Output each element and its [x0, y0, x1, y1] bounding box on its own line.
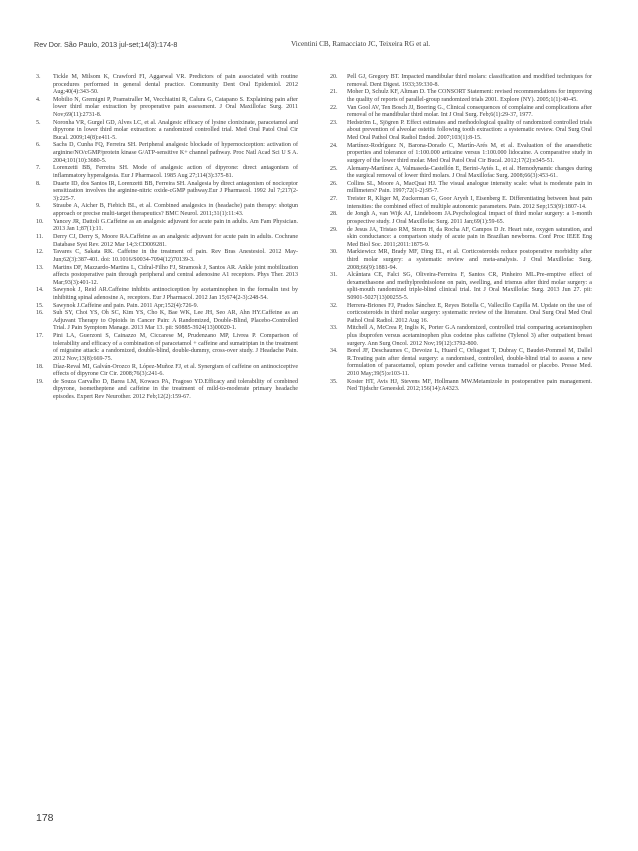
page-number: 178: [36, 812, 54, 824]
reference-number: 4.: [36, 96, 41, 103]
reference-number: 23.: [330, 119, 338, 126]
reference-item: [36, 165, 298, 180]
reference-item: [330, 211, 592, 226]
reference-text: Martins DF, Mazzardo-Martins L, Cidral-Filho FJ, Stramosk J, Santos AR. Ankle joint mobilization affects postoperative pain through peripheral and central adenosine A1 receptors. Phys Ther. 2013 Mar;93(3):401-12.: [53, 264, 298, 286]
reference-number: 9.: [36, 203, 41, 210]
reference-number: 15.: [36, 302, 44, 309]
reference-text: Collins SL, Moore A, MacQuai HJ. The visual analogue intensity scale: what is moderate pain in millimeters? Pain. 1997;72(1-2):95-7.: [347, 180, 592, 195]
reference-text: Tavares C, Sakata RK. Caffeine in the treatment of pain. Rev Bras Anestesiol. 2012 May-Jun;62(3):387-401. doi: 10.1016/S0034-7094(12)70139-3.: [53, 249, 298, 263]
reference-text: Suh SY, Choi YS, Oh SC, Kim YS, Cho K, Bae WK, Lee JH, Seo AR, Ahn HY.Caffeine as an Adjuvant Therapy to Opioids in Cancer Pain: A Randomized, Double-Blind, Placebo-Controlled Trial. J Pain Symptom Manage. 2013 Mar 13. pii: S0885-3924(13)00020-1.: [53, 310, 298, 332]
reference-text: Markiewicz MR, Brady MF, Ding EL, et al. Corticosteroids reduce postoperative morbidity after third molar surgery: a systematic review and meta-analysis. J Oral Maxillofac Surg. 2008;66(9):1881-94.: [347, 249, 592, 271]
reference-number: 28.: [330, 211, 338, 218]
reference-number: 24.: [330, 142, 338, 149]
reference-number: 16.: [36, 310, 44, 317]
reference-text: Lorenzetti BB, Ferreira SH. Mode of analgesic action of dipyrone: direct antagonism of inflammatory hyperalgesia. Eur J Pharmacol. 1985 Aug 27;114(3):375-81.: [53, 165, 298, 179]
reference-item: [36, 310, 298, 333]
reference-number: 22.: [330, 104, 338, 111]
reference-text: Pini LA, Guerzoni S, Cainazzo M, Ciccarese M, Prudenzano MP, Livrea P. Comparison of tolerability and efficacy of a combination of paracetamol + caffeine and sumatriptan in the treatment of migraine attack: a randomized, double-blind, double-dummy, cross-over study. J Headache Pain. 2012 Nov;13(8):669-75.: [53, 333, 298, 362]
reference-item: [36, 249, 298, 264]
reference-text: Sawynok J.Caffeine and pain. Pain. 2011 Apr;152(4):726-9.: [53, 302, 199, 309]
reference-item: [330, 227, 592, 250]
references-left-column: [36, 74, 298, 402]
reference-item: [36, 234, 298, 249]
reference-item: [330, 379, 592, 394]
reference-number: 13.: [36, 264, 44, 271]
reference-text: Noronha VR, Gurgel GD, Alves LC, et al. Analgesic efficacy of lysine clonixinate, paracetamol and dipyrone in lower third molar extraction: a randomized controlled trial. Med Oral Patol Oral Cir Bucal. 2009;14(8):e411-5.: [53, 119, 298, 141]
reference-number: 11.: [36, 233, 44, 240]
reference-item: [36, 333, 298, 363]
reference-number: 17.: [36, 333, 44, 340]
reference-number: 33.: [330, 325, 338, 332]
reference-number: 31.: [330, 272, 338, 279]
reference-item: [36, 379, 298, 402]
reference-item: [330, 348, 592, 378]
reference-text: Van Gool AV, Ten Bosch JJ, Boering G., Clinical consequences of complaine and complications after removal of he mandibular third molar. Int J Oral Surg. Feb;6(1):29-37, 1977.: [347, 104, 592, 119]
reference-number: 10.: [36, 218, 44, 225]
reference-text: Tickle M, Milsom K, Crawford FI, Aggarwal VR. Predictors of pain associated with routine procedures performed in general dental practice. Community Dent Oral Epidemiol. 2012 Aug;40(4):343-50.: [53, 74, 298, 96]
reference-number: 18.: [36, 363, 44, 370]
reference-item: [330, 120, 592, 143]
reference-number: 21.: [330, 89, 338, 96]
reference-item: [330, 181, 592, 196]
reference-item: [330, 325, 592, 348]
reference-number: 32.: [330, 302, 338, 309]
reference-item: [330, 105, 592, 120]
reference-text: Yancey JR, Dattoli G.Caffeine as an analgesic adjuvant for acute pain in adults. Am Fam Physician. 2013 Jan 1;87(1):11.: [53, 218, 298, 233]
reference-item: [36, 142, 298, 165]
reference-number: 20.: [330, 74, 338, 80]
reference-item: [36, 364, 298, 379]
reference-item: [330, 143, 592, 166]
reference-item: [36, 74, 298, 97]
references-right-column: [330, 74, 592, 394]
reference-text: Treister R, Kliger M, Zuckerman G, Goor Aryeh I, Eisenberg E. Differentiating between heat pain intensities: the combined effect of multiple autonomic parameters. Pain. 2012 Sep;153(9):1807-14.: [347, 196, 592, 210]
reference-number: 8.: [36, 180, 41, 187]
reference-text: Martínez-Rodríguez N, Barona-Dorado C, Martín-Arés M, et al. Evaluation of the anaesthetic properties and tolerance of 1:100.000 articaine versus 1:100.000 lidocaine. A comparative study in surgery of the lower third molar. Med Oral Patol Oral Cir Bucal. 2012;17(2):e345-51.: [347, 142, 592, 164]
reference-item: [36, 287, 298, 302]
reference-item: [330, 303, 592, 326]
journal-citation: Rev Dor. São Paulo, 2013 jul-set;14(3):174-8: [34, 40, 178, 49]
reference-number: 26.: [330, 180, 338, 187]
reference-text: Koster HT, Avis HJ, Stevens MF, Hollmann MW.Metamizole in postoperative pain management. Ned Tijdschr Geneeskd. 2012;156(14):A4323.: [347, 378, 592, 393]
reference-number: 19.: [36, 378, 44, 385]
reference-number: 3.: [36, 74, 41, 80]
reference-text: Moher D, Schulz KF, Altman D. The CONSORT Statement: revised recommendations for improving the quality of reports of parallel-group randomized trials 2001. Explore (NY). 2005;1(1):40-45.: [347, 89, 592, 103]
reference-number: 5.: [36, 119, 41, 126]
reference-text: Duarte ID, dos Santos IR, Lorenzetti BB, Ferreira SH. Analgesia by direct antagonism of nociceptor sensitization involves the arginine-nitric oxide-cGMP pathway.Eur J Pharmacol. 1992 Jul 7;217(2-3):225-7.: [53, 180, 298, 202]
reference-number: 29.: [330, 226, 338, 233]
reference-text: Díaz-Reval MI, Galván-Orozco R, López-Muñoz FJ, et al. Synergism of caffeine on antinociceptive effects of dipyrone Cir Cir. 2008;76(3):241-6.: [53, 363, 298, 378]
reference-text: Mitchell A, McCrea P, Inglis K, Porter G.A randomized, controlled trial comparing acetaminophen plus ibuprofen versus acetaminophen plus codeine plus caffeine (Tylenol 3) after outpatient breast surgery. Ann Surg Oncol. 2012 Nov;19(12):3792-800.: [347, 325, 592, 347]
reference-item: [330, 89, 592, 104]
reference-text: Alemany-Martínez A, Valmaseda-Castellón E, Berini-Aytés L, et al. Hemodynamic changes during the surgical removal of lower third molars. J Oral Maxillofac Surg. 2008;66(3):453-61.: [347, 165, 592, 180]
reference-text: Straube A, Aicher B, Fiebich BL, et al. Combined analgesics in (headache) pain therapy: shotgun approach or precise multi-target therapeutics? BMC Neurol. 2011;31(1):11:43.: [53, 203, 298, 217]
reference-number: 12.: [36, 249, 44, 256]
reference-number: 25.: [330, 165, 338, 172]
reference-item: [330, 272, 592, 302]
reference-text: Pell GJ, Gregory BT. Impacted mandibular third molars: classification and modified techniques for removal. Dent Digest. 1933;39:330-8.: [347, 74, 592, 88]
reference-text: Alcântara CE, Falci SG, Oliveira-Ferreira F, Santos CR, Pinheiro ML.Pre-emptive effect of dexamethasone and methylprednisolone on pain, swelling, and trismus after third molar surgery: a split-mouth randomized triple-blind clinical trial. Int J Oral Maxillofac Surg. 2013 Jun 27. pii: S0901-5027(13)00255-5.: [347, 272, 592, 301]
reference-item: [36, 219, 298, 234]
reference-number: 6.: [36, 142, 41, 149]
reference-text: Hedström L, Sjögren P. Effect estimates and methodological quality of randomized controlled trials about prevention of alveolar osteitis following tooth extraction: a systematic review. Oral Surg Oral Med Oral Pathol Oral Radiol Endod. 2007;103(1):8-15.: [347, 119, 592, 141]
reference-number: 34.: [330, 348, 338, 355]
reference-text: Derry CJ, Derry S, Moore RA.Caffeine as an analgesic adjuvant for acute pain in adults. Cochrane Database Syst Rev. 2012 Mar 14;3:CD009281.: [53, 233, 298, 248]
reference-number: 7.: [36, 165, 41, 172]
reference-item: [330, 166, 592, 181]
reference-item: [36, 97, 298, 120]
reference-item: [330, 249, 592, 272]
reference-text: de Jesus JA, Tristao RM, Storm H, da Rocha AF, Campos D Jr. Heart rate, oxygen saturation, and skin conductance: a comparison study of acute pain in Brazilian newborns. Conf Proc IEEE Eng Med Biol Soc. 2011;2011:1875-9.: [347, 226, 592, 248]
reference-text: de Jongh A, van Wijk AJ, Lindeboom JA.Psychological impact of third molar surgery: a 1-month prospective study. J Oral Maxillofac Surg. 2011 Jan;69(1):59-65.: [347, 211, 592, 225]
reference-text: de Souza Carvalho D, Barea LM, Kowacs PA, Fragoso YD.Efficacy and tolerability of combined dipyrone, isometheptene and caffeine in the treatment of mild-to-moderate primary headache episodes. Expert Rev Neurother. 2012 Feb;12(2):159-67.: [53, 378, 298, 400]
reference-number: 27.: [330, 196, 338, 203]
reference-text: Sawynok J, Reid AR.Caffeine inhibits antinociception by acetaminophen in the formalin test by inhibiting spinal adenosine A₁ receptors. Eur J Pharmacol. 2012 Jan 15;674(2-3):248-54.: [53, 287, 298, 301]
running-authors: Vicentini CB, Ramacciato JC, Teixeira RG et al.: [291, 40, 431, 48]
reference-number: 30.: [330, 249, 338, 256]
reference-text: Borel JF, Deschaumes C, Devoize L, Huard C, Orliaguet T, Dubray C, Baudet-Pommel M, Dallel R.Treating pain after dental surgery: a randomised, controlled, double-blind trial to assess a new formulation of paracetamol, opium powder and caffeine versus tramadol or placebo. Presse Med. 2010 May;39(5):e103-11.: [347, 348, 592, 377]
reference-text: Sachs D, Cunha FQ, Ferreira SH. Peripheral analgesic blockade of hypernociception: activation of arginine/NO/cGMP/protein kinase G/ATP-sensitive K+ channel pathway. Proc Natl Acad Sci U S A. 2004;101(10):3680-5.: [53, 142, 298, 164]
reference-item: [36, 265, 298, 288]
reference-number: 14.: [36, 287, 44, 294]
reference-number: 35.: [330, 378, 338, 385]
reference-item: [330, 74, 592, 89]
reference-text: Mobilio N, Gremigni P, Pramstraller M, Vecchiatini R, Calura G, Catapano S. Explaining pain after lower third molar extraction by preoperative pain assessment. J Oral Maxillofac Surg. 2011 Nov;69(11):2731-8.: [53, 96, 298, 118]
reference-text: Herrera-Briones FJ, Prados Sánchez E, Reyes Botella C, Vallecillo Capilla M. Update on the use of corticosteroids in third molar surgery: systematic review of the literature. Oral Surg Oral Med Oral Pathol Oral Radiol. 2012 Aug 16.: [347, 302, 592, 324]
running-header: [34, 40, 604, 52]
reference-item: [36, 181, 298, 204]
reference-item: [36, 120, 298, 143]
reference-item: [36, 203, 298, 218]
reference-item: [330, 196, 592, 211]
